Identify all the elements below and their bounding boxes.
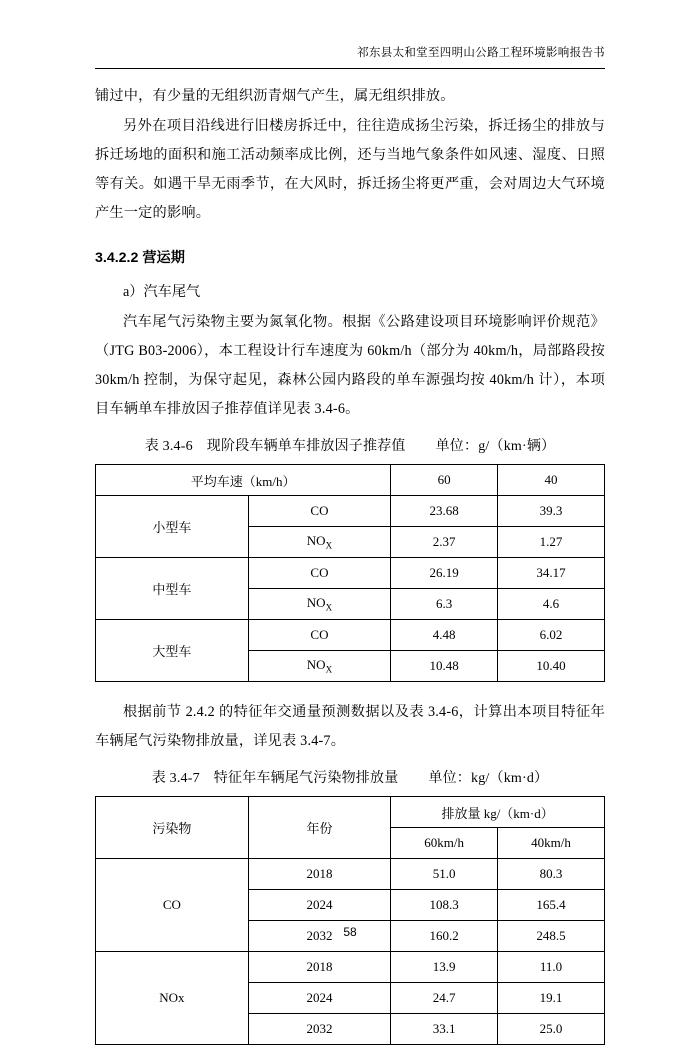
year-cell: 2032 (248, 921, 391, 952)
table-row (96, 496, 605, 527)
year-cell: 2018 (248, 859, 391, 890)
value-60: 160.2 (391, 921, 498, 952)
vehicle-type-small: 小型车 (96, 496, 249, 558)
year-cell: 2024 (248, 983, 391, 1014)
value-60: 33.1 (391, 1014, 498, 1045)
table-emission-factors (95, 464, 605, 682)
col-header-speed-40: 40km/h (498, 828, 605, 859)
value-40: 248.5 (498, 921, 605, 952)
pollutant-label: NO (306, 533, 326, 549)
table-2-caption-title: 特征年车辆尾气污染物排放量 (213, 771, 399, 786)
value-40: 10.40 (498, 651, 605, 682)
value-60: 108.3 (391, 890, 498, 921)
table-row (96, 620, 605, 651)
paragraph-2: 另外在项目沿线进行旧楼房拆迁中，往往造成扬尘污染，拆迁扬尘的排放与拆迁场地的面积和施工活动频率成比例，还与当地气象条件如风速、湿度、日照等有关。如遇干旱无雨季节，在大风时，拆迁扬尘将更严重，会对周边大气环境产生一定的影响。 (95, 118, 605, 221)
page-content (95, 82, 605, 1045)
value-60: 26.19 (391, 558, 498, 589)
page-number: 58 (343, 925, 357, 939)
value-40: 19.1 (498, 983, 605, 1014)
value-60: 10.48 (391, 651, 498, 682)
value-60: 6.3 (391, 589, 498, 620)
pollutant-subscript: X (325, 602, 333, 613)
sub-heading: a）汽车尾气 (123, 284, 201, 300)
year-cell: 2024 (248, 890, 391, 921)
pollutant-cell (248, 651, 391, 682)
col-header-speed-60: 60km/h (391, 828, 498, 859)
speed-60-header: 60 (391, 465, 498, 496)
value-60: 24.7 (391, 983, 498, 1014)
paragraph-1: 铺过中，有少量的无组织沥青烟气产生，属无组织排放。 (95, 88, 455, 104)
value-40: 11.0 (498, 952, 605, 983)
section-heading: 3.4.2.2 营运期 (95, 250, 185, 266)
value-60: 23.68 (391, 496, 498, 527)
vehicle-type-medium: 中型车 (96, 558, 249, 620)
value-40: 165.4 (498, 890, 605, 921)
value-40: 25.0 (498, 1014, 605, 1045)
paragraph-4: 根据前节 2.4.2 的特征年交通量预测数据以及表 3.4-6，计算出本项目特征年车辆尾气污染物排放量，详见表 3.4-7。 (95, 704, 605, 749)
table-row (96, 952, 605, 983)
table-2-caption-label: 表 3.4-7 (151, 771, 200, 786)
pollutant-subscript: X (325, 540, 333, 551)
header-divider (95, 68, 605, 69)
table-2-caption (95, 766, 605, 792)
page-header: 祁东县太和堂至四明山公路工程环境影响报告书 (357, 47, 605, 59)
vehicle-type-large: 大型车 (96, 620, 249, 682)
table-row (96, 859, 605, 890)
table-row (96, 797, 605, 828)
pollutant-label: NO (306, 595, 326, 611)
value-60: 2.37 (391, 527, 498, 558)
table-row (96, 558, 605, 589)
col-header-pollutant: 污染物 (96, 797, 249, 859)
paragraph-3: 汽车尾气污染物主要为氮氧化物。根据《公路建设项目环境影响评价规范》（JTG B03-2006），本工程设计行车速度为 60km/h（部分为 40km/h，局部路段按 30km/h 控制，为保守起见，森林公园内路段的单车源强均按 40km/h 计），本项目车辆单车排放因子推荐值详见表 3.4-6。 (95, 314, 605, 417)
speed-header-cell: 平均车速（km/h） (96, 465, 391, 496)
pollutant-cell (248, 527, 391, 558)
col-header-year: 年份 (248, 797, 391, 859)
table-1-caption-title: 现阶段车辆单车排放因子推荐值 (206, 439, 406, 454)
value-40: 6.02 (498, 620, 605, 651)
table-1-caption-label: 表 3.4-6 (144, 439, 193, 454)
year-cell: 2018 (248, 952, 391, 983)
pollutant-nox: NOx (96, 952, 249, 1045)
pollutant-co: CO (96, 859, 249, 952)
value-40: 39.3 (498, 496, 605, 527)
value-60: 4.48 (391, 620, 498, 651)
value-60: 13.9 (391, 952, 498, 983)
value-60: 51.0 (391, 859, 498, 890)
value-40: 4.6 (498, 589, 605, 620)
speed-40-header: 40 (498, 465, 605, 496)
value-40: 34.17 (498, 558, 605, 589)
table-1-caption-unit: 单位：g/（km·辆） (435, 439, 556, 454)
year-cell: 2032 (248, 1014, 391, 1045)
pollutant-cell: CO (248, 558, 391, 589)
pollutant-cell: CO (248, 496, 391, 527)
value-40: 1.27 (498, 527, 605, 558)
table-annual-emissions (95, 796, 605, 1045)
table-1-caption (95, 434, 605, 460)
pollutant-cell (248, 589, 391, 620)
table-2-caption-unit: 单位：kg/（km·d） (428, 771, 549, 786)
pollutant-cell: CO (248, 620, 391, 651)
table-row (96, 465, 605, 496)
value-40: 80.3 (498, 859, 605, 890)
col-header-emission: 排放量 kg/（km·d） (391, 797, 605, 828)
pollutant-label: NO (306, 657, 326, 673)
pollutant-subscript: X (325, 664, 333, 675)
